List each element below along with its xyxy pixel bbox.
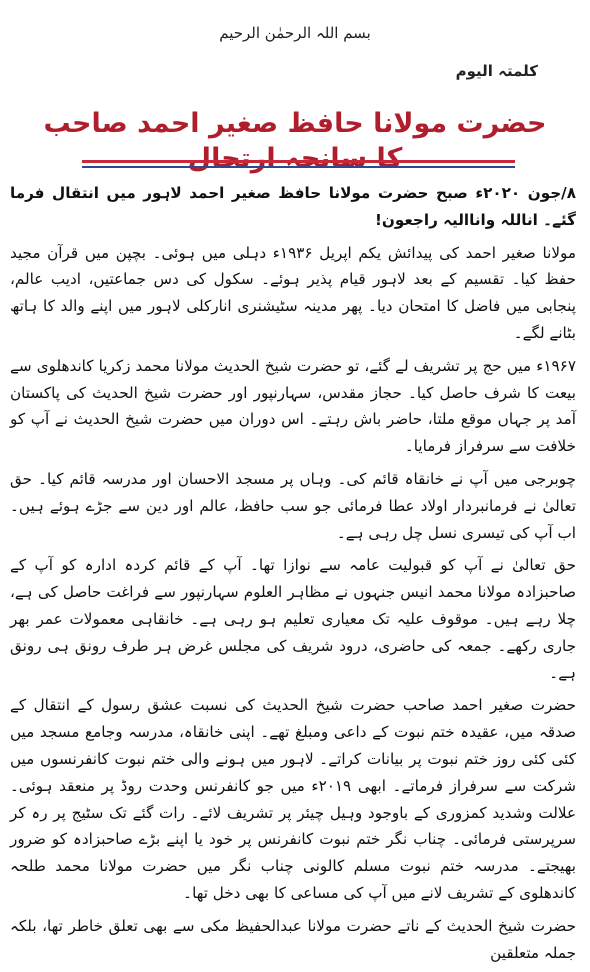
- paragraph-4: چوبرجی میں آپ نے خانقاہ قائم کی۔ وہاں پر مسجد الاحسان اور مدرسہ قائم کیا۔ حق تعالیٰ نے فرمانبردار اولاد عطا فرمائی جو سب حافظ، عالم اور دین سے جڑے ہوئے ہیں۔ اب آپ کی تیسری نسل چل رہی ہے۔: [10, 469, 576, 542]
- paragraph-1: ۸/جون ۲۰۲۰ء صبح حضرت مولانا حافظ صغیر احمد لاہور میں انتقال فرما گئے۔ اناللہ واناالیہ راجعون!: [10, 184, 577, 229]
- paragraph-2: مولانا صغیر احمد کی پیدائش یکم اپریل ۱۹۳۶ء دہلی میں ہوئی۔ بچپن میں قرآن مجید حفظ کیا۔ تقسیم کے بعد لاہور قیام پذیر ہوئے۔ سکول کی دس جماعتیں، ادیب عالم، پنجابی میں فاضل کا امتحان دیا۔ پھر مدینہ سٹیشنری انارکلی لاہور میں اپنے والد کا ہاتھ بٹانے لگے۔: [10, 243, 576, 342]
- paragraph-5: حق تعالیٰ نے آپ کو قبولیت عامہ سے نوازا تھا۔ آپ کے قائم کردہ ادارہ کو آپ کے صاحبزادہ مولانا محمد انیس جنہوں نے مظاہر العلوم سہارنپور سے فراغت حاصل کی ہے، چلا رہے ہیں۔ موقوف علیہ تک معیاری تعلیم ہو رہی ہے۔ خانقاہی معمولات عمر بھر جاری رکھے۔ جمعہ کی حاضری، درود شریف کی مجلس غرض ہر طرف رونق ہی رونق ہے۔: [10, 556, 576, 682]
- paragraph-6: حضرت صغیر احمد صاحب حضرت شیخ الحدیث کی نسبت عشق رسول کے انتقال کے صدقہ میں، عقیدہ ختم نبوت کے داعی ومبلغ تھے۔ اپنی خانقاہ، مدرسہ وجامع مسجد میں کئی کئی روز ختم نبوت پر بیانات کراتے۔ لاہور میں ہونے والی ختم نبوت کانفرنسوں میں شرکت سے سرفراز فرماتے۔ ابھی ۲۰۱۹ء میں جو کانفرنس وحدت روڈ پر منعقد ہوئی۔ علالت وشدید کمزوری کے باوجود وہیل چیئر پر تشریف لائے۔ رات گئے تک سٹیج پر رہ کر سرپرستی فرمائی۔ چناب نگر ختم نبوت کانفرنس پر خود یا اپنے بڑے صاحبزادہ کو ضرور بھیجتے۔ مدرسہ ختم نبوت مسلم کالونی چناب نگر میں حضرت مولانا محمد طلحہ کاندھلوی کے تشریف لانے میں آپ کی مساعی کا بھی دخل تھا۔: [10, 696, 576, 902]
- article-title: حضرت مولانا حافظ صغیر احمد صاحب کا سانحہ ارتحال: [43, 108, 547, 175]
- paragraph-3: ۱۹۶۷ء میں حج پر تشریف لے گئے، تو حضرت شیخ الحدیث مولانا محمد زکریا کاندھلوی سے بیعت کا شرف حاصل کیا۔ حجاز مقدس، سہارنپور اور حضرت شیخ الحدیث کی پاکستان آمد پر جہاں موقع ملتا، حاضر باش رہتے۔ اس دوران میں حضرت شیخ الحدیث نے آپ کو خلافت سے سرفراز فرمایا۔: [10, 356, 576, 456]
- article-body: [10, 180, 576, 972]
- title-divider-blue: [82, 166, 515, 168]
- paragraph-7: حضرت شیخ الحدیث کے ناتے حضرت مولانا عبدالحفیظ مکی سے بھی تعلق خاطر تھا، بلکہ جملہ متعلقین: [10, 916, 576, 962]
- bismillah-calligraphy: بسم اللہ الرحمٰن الرحیم: [219, 24, 371, 42]
- column-label: کلمتہ الیوم: [455, 62, 538, 80]
- title-divider-red: [82, 160, 515, 163]
